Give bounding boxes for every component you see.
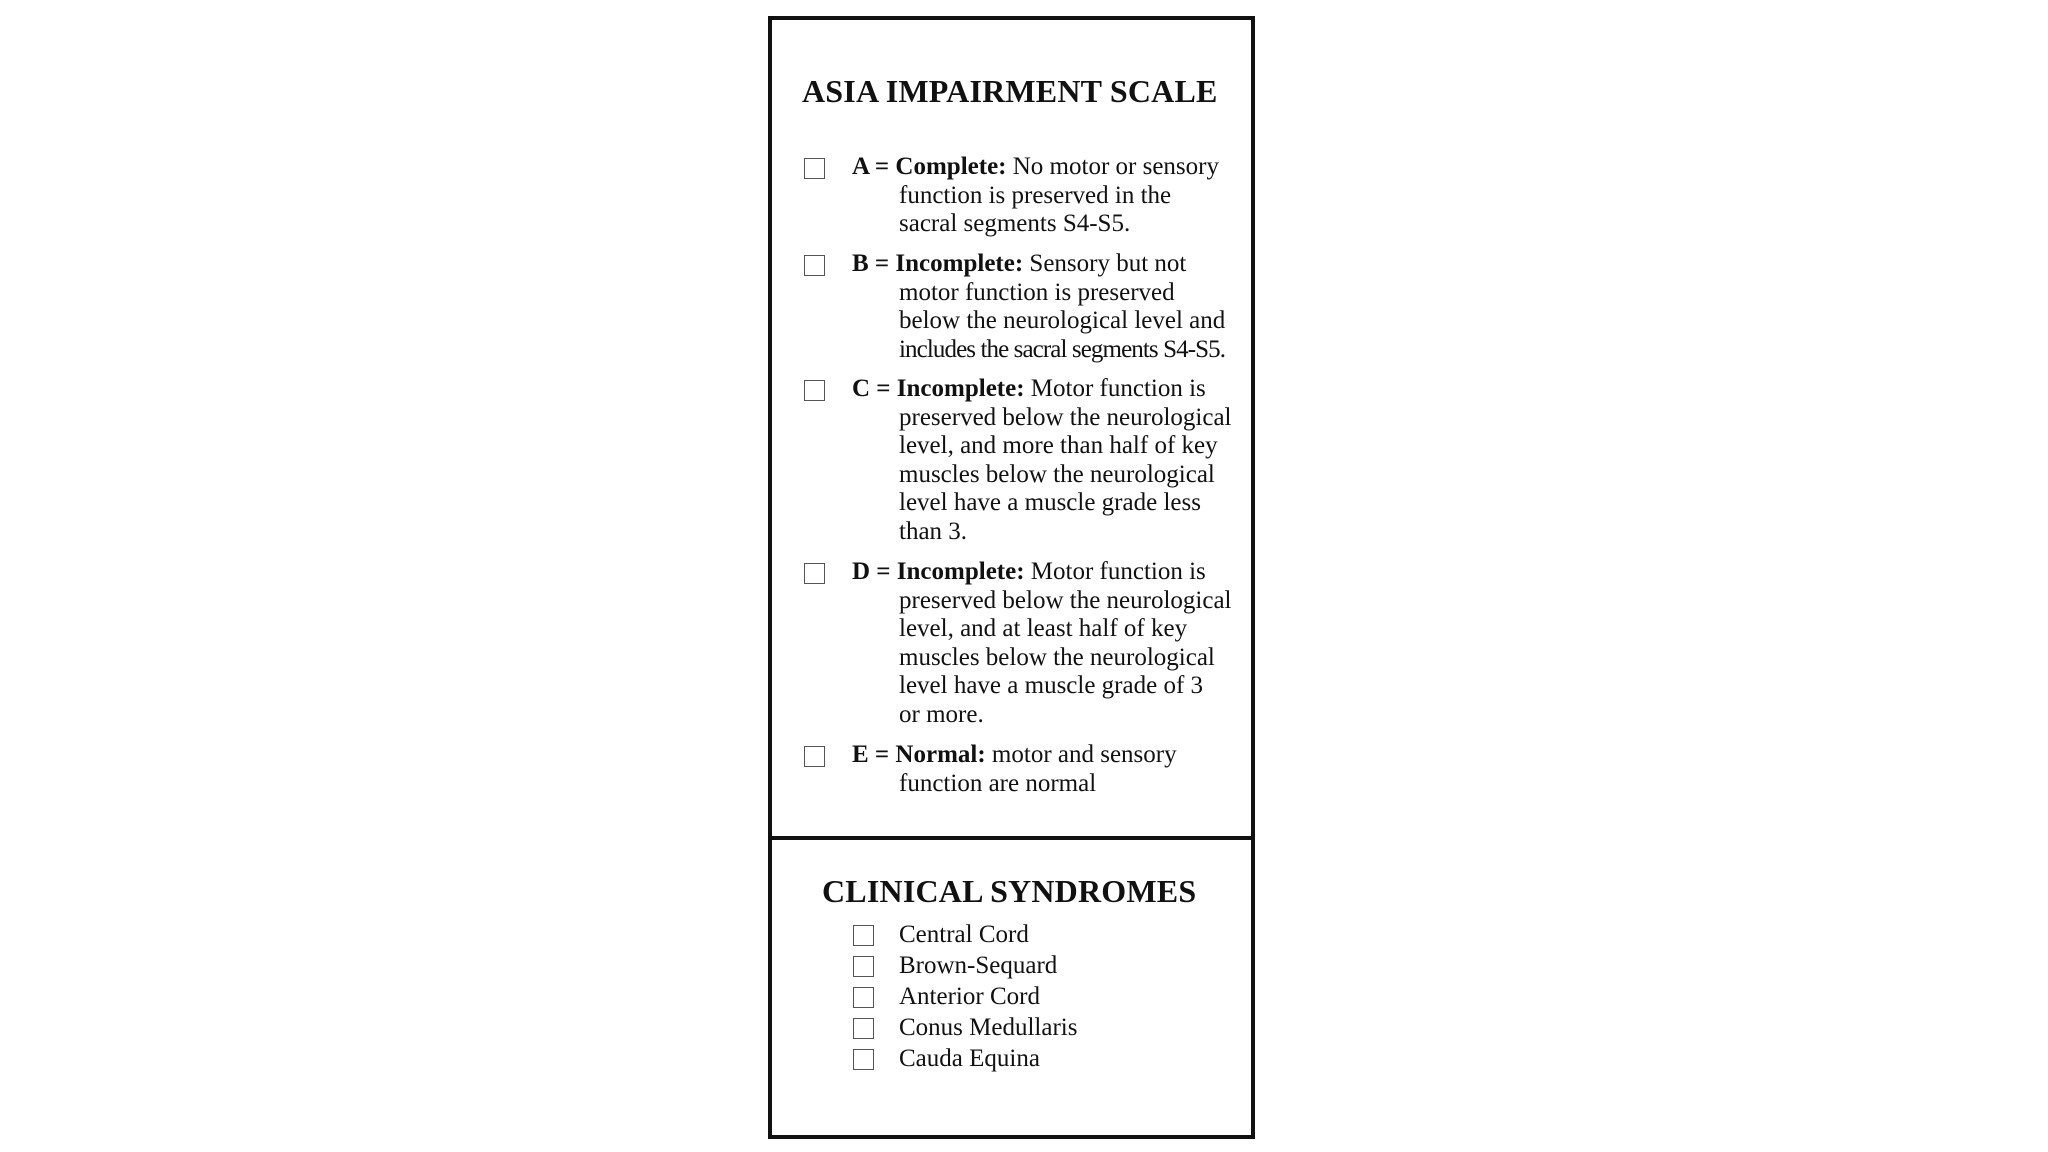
grade-d-text [852,558,1246,729]
grade-c-text [852,375,1246,546]
syndrome-conus-medullaris-checkbox[interactable] [853,1018,874,1039]
syndrome-central-cord [853,919,1203,950]
grade-b-label: B = Incomplete: [852,250,1024,277]
syndrome-list [853,919,1203,1074]
grade-b-checkbox[interactable] [804,255,825,276]
grade-e-label: E = Normal: [852,741,986,768]
syndrome-conus-medullaris [853,1012,1203,1043]
asia-heading: ASIA IMPAIRMENT SCALE [802,73,1218,109]
syndrome-anterior-cord [853,981,1203,1012]
syndrome-central-cord-checkbox[interactable] [853,925,874,946]
grade-b-line-3: below the neurological level and [899,307,1226,334]
grade-c-line-3: level, and more than half of key [899,432,1218,459]
syndrome-central-cord-label: Central Cord [899,921,1029,948]
grade-d-line-2: preserved below the neurological [899,586,1232,614]
grade-a-checkbox[interactable] [804,158,825,179]
grade-a-text [852,153,1246,239]
syndrome-cauda-equina-label: Cauda Equina [899,1045,1040,1072]
grade-d-checkbox[interactable] [804,563,825,584]
grade-e-line-1: motor and sensory [991,741,1177,768]
syndrome-brown-sequard [853,950,1203,981]
grade-c-label: C = Incomplete: [852,375,1025,402]
grade-d-line-3: level, and at least half of key [899,615,1188,642]
grade-b-line-2: motor function is preserved [899,278,1175,306]
syndrome-brown-sequard-label: Brown-Sequard [899,952,1058,979]
syndrome-anterior-cord-checkbox[interactable] [853,987,874,1008]
grade-e-checkbox[interactable] [804,746,825,767]
grade-d-line-6: or more. [899,700,984,728]
grade-c-line-1: Motor function is [1030,375,1206,402]
grade-a-line-2: function is preserved in the [899,181,1172,209]
syndrome-cauda-equina [853,1043,1203,1074]
grade-a-line-1: No motor or sensory [1012,153,1219,180]
grade-d-label: D = Incomplete: [852,558,1025,585]
grade-c-line-4: muscles below the neurological [899,460,1215,488]
grade-a-line-3: sacral segments S4-S5. [899,210,1131,237]
grade-c-checkbox[interactable] [804,380,825,401]
asia-impairment-section [772,20,1251,840]
grade-e-text [852,741,1246,798]
grade-d-line-1: Motor function is [1030,558,1206,585]
grade-a-label: A = Complete: [852,153,1007,180]
grade-d-line-4: muscles below the neurological [899,643,1215,671]
syndrome-anterior-cord-label: Anterior Cord [899,983,1040,1010]
clinical-syndromes-heading: CLINICAL SYNDROMES [822,873,1197,909]
clinical-syndromes-section [772,840,1251,1135]
grade-b-text [852,250,1246,364]
syndrome-cauda-equina-checkbox[interactable] [853,1049,874,1070]
grade-b-line-4: includes the sacral segments S4-S5. [899,335,1226,363]
grade-d-line-5: level have a muscle grade of 3 [899,672,1204,699]
grade-e-line-2: function are normal [899,769,1097,797]
grade-c-line-5: level have a muscle grade less [899,489,1201,516]
grade-c-line-2: preserved below the neurological [899,403,1232,431]
grade-c-line-6: than 3. [899,517,968,545]
grade-b-line-1: Sensory but not [1029,250,1187,277]
syndrome-brown-sequard-checkbox[interactable] [853,956,874,977]
syndrome-conus-medullaris-label: Conus Medullaris [899,1014,1078,1041]
asia-form [768,16,1255,1139]
